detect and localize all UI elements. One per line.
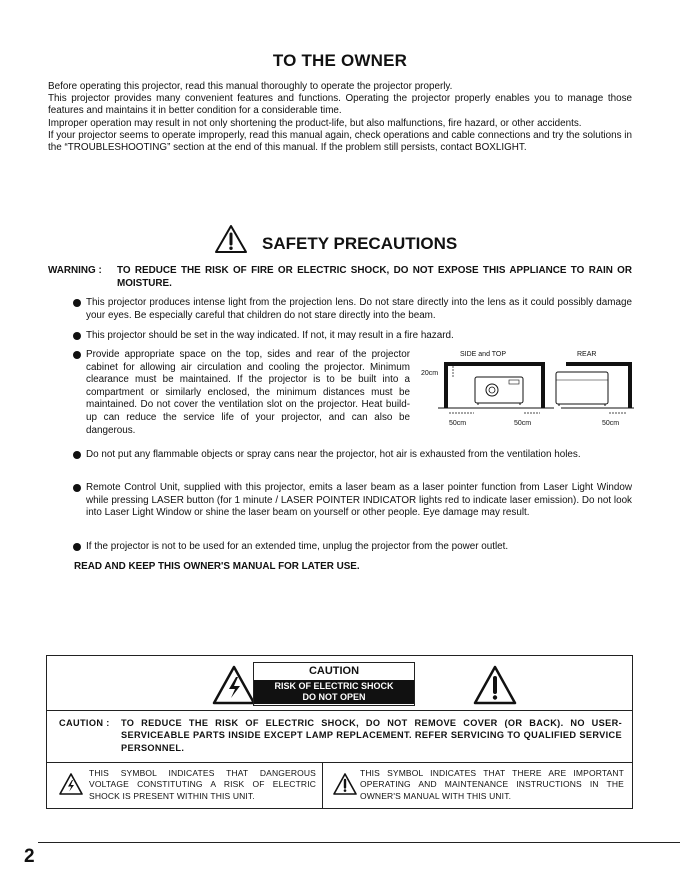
list-item: This projector produces intense light from the projection lens. Do not stare directly into the lens as it could possibly damage your eyes. Be especially careful that children do not stare directly into the beam. bbox=[73, 297, 632, 322]
caution-badge-title: CAUTION bbox=[308, 665, 360, 677]
caution-statement bbox=[59, 717, 622, 754]
list-item: Remote Control Unit, supplied with this projector, emits a laser beam as a laser pointer function from Laser Light Window while pressing LASER button (for 1 minute / LASER POINTER INDICATOR lights red to indicate laser emission). Do not look into Laser Light Window or shine the laser beam on yourself or other people. Eye damage may result. bbox=[73, 482, 632, 520]
page-title: TO THE OWNER bbox=[272, 51, 408, 70]
intro-paragraph: This projector provides many convenient features and functions. Operating the projector properly enables you to manage those features and maintains it in better condition for a considerable time. bbox=[48, 93, 632, 117]
bullet-icon bbox=[73, 484, 81, 492]
projector-lens-icon bbox=[486, 384, 498, 396]
caution-text: TO REDUCE THE RISK OF ELECTRIC SHOCK, DO NOT REMOVE COVER (OR BACK). NO USER-SERVICEABLE PARTS INSIDE EXCEPT LAMP REPLACEMENT. REFER SERVICING TO QUALIFIED SERVICE PERSONNEL. bbox=[121, 718, 622, 753]
exclamation-triangle-icon bbox=[473, 665, 517, 705]
side-clearance-right-label: 50cm bbox=[514, 420, 532, 427]
exclamation-symbol-legend bbox=[323, 763, 632, 809]
warning-triangle-icon bbox=[214, 224, 248, 254]
warning-text: TO REDUCE THE RISK OF FIRE OR ELECTRIC SHOCK, DO NOT EXPOSE THIS APPLIANCE TO RAIN OR MOISTURE. bbox=[117, 265, 632, 289]
bullet-icon bbox=[73, 543, 81, 551]
exclamation-triangle-icon bbox=[333, 773, 357, 795]
caution-badge bbox=[253, 662, 415, 706]
footer-rule bbox=[38, 842, 680, 843]
list-item: This projector should be set in the way indicated. If not, it may result in a fire hazard. bbox=[73, 330, 632, 343]
intro-paragraph: Before operating this projector, read this manual thoroughly to operate the projector properly. bbox=[48, 81, 453, 92]
caution-box bbox=[46, 655, 633, 809]
diagram-label-rear: REAR bbox=[577, 351, 597, 358]
bullet-icon bbox=[73, 351, 81, 359]
list-item: Provide appropriate space on the top, sides and rear of the projector cabinet for allowing air circulation and cooling the projector. Minimum clearance must be maintained. If the projector is to be built into a compartment or similarly enclosed, the minimum distances must be maintained. Do not cover the ventilation slot on the projector. Heat build-up can reduce the service life of your projector, and can also be dangerous. bbox=[73, 349, 410, 437]
safety-heading bbox=[0, 224, 680, 254]
page-number: 2 bbox=[24, 846, 35, 867]
intro-paragraph: If your projector seems to operate improperly, read this manual again, check operations and cable connections and try the solutions in the “TROUBLESHOOTING” section at the end of this manual. If the problem still persists, contact BOXLIGHT. bbox=[48, 129, 632, 154]
lightning-triangle-icon bbox=[212, 665, 256, 705]
caution-badge-warning: RISK OF ELECTRIC SHOCK DO NOT OPEN bbox=[254, 680, 414, 704]
symbol-legend bbox=[47, 762, 632, 808]
side-clearance-left-label: 50cm bbox=[449, 420, 467, 427]
caution-label: CAUTION : bbox=[59, 718, 110, 728]
intro-section bbox=[48, 81, 632, 154]
voltage-symbol-legend bbox=[47, 763, 323, 809]
read-keep-notice: READ AND KEEP THIS OWNER'S MANUAL FOR LATER USE. bbox=[74, 561, 360, 572]
bullet-icon bbox=[73, 299, 81, 307]
bullet-icon bbox=[73, 332, 81, 340]
exclamation-symbol-text: THIS SYMBOL INDICATES THAT THERE ARE IMPORTANT OPERATING AND MAINTENANCE INSTRUCTIONS IN THE OWNER'S MANUAL WITH THIS UNIT. bbox=[360, 768, 624, 801]
rear-clearance-label: 50cm bbox=[602, 420, 620, 427]
top-clearance-label: 20cm bbox=[421, 370, 439, 377]
list-item: Do not put any flammable objects or spray cans near the projector, hot air is exhausted from the ventilation holes. bbox=[73, 449, 632, 462]
clearance-diagram bbox=[416, 347, 634, 431]
intro-paragraph: Improper operation may result in not only shortening the product-life, but also malfunctions, fire hazard, or other accidents. bbox=[48, 117, 582, 129]
safety-title: SAFETY PRECAUTIONS bbox=[262, 234, 458, 253]
list-item: If the projector is not to be used for an extended time, unplug the projector from the power outlet. bbox=[73, 541, 632, 554]
projector-body bbox=[475, 377, 523, 403]
lightning-triangle-icon bbox=[59, 773, 83, 795]
warning-statement bbox=[48, 264, 632, 290]
warning-label: WARNING : bbox=[48, 265, 102, 276]
bullet-icon bbox=[73, 451, 81, 459]
voltage-symbol-text: THIS SYMBOL INDICATES THAT DANGEROUS VOLTAGE CONSTITUTING A RISK OF ELECTRIC SHOCK IS PRESENT WITHIN THIS UNIT. bbox=[89, 768, 316, 801]
diagram-label-side-top: SIDE and TOP bbox=[460, 351, 507, 358]
projector-rear-body bbox=[556, 372, 608, 404]
caution-header bbox=[47, 656, 632, 711]
